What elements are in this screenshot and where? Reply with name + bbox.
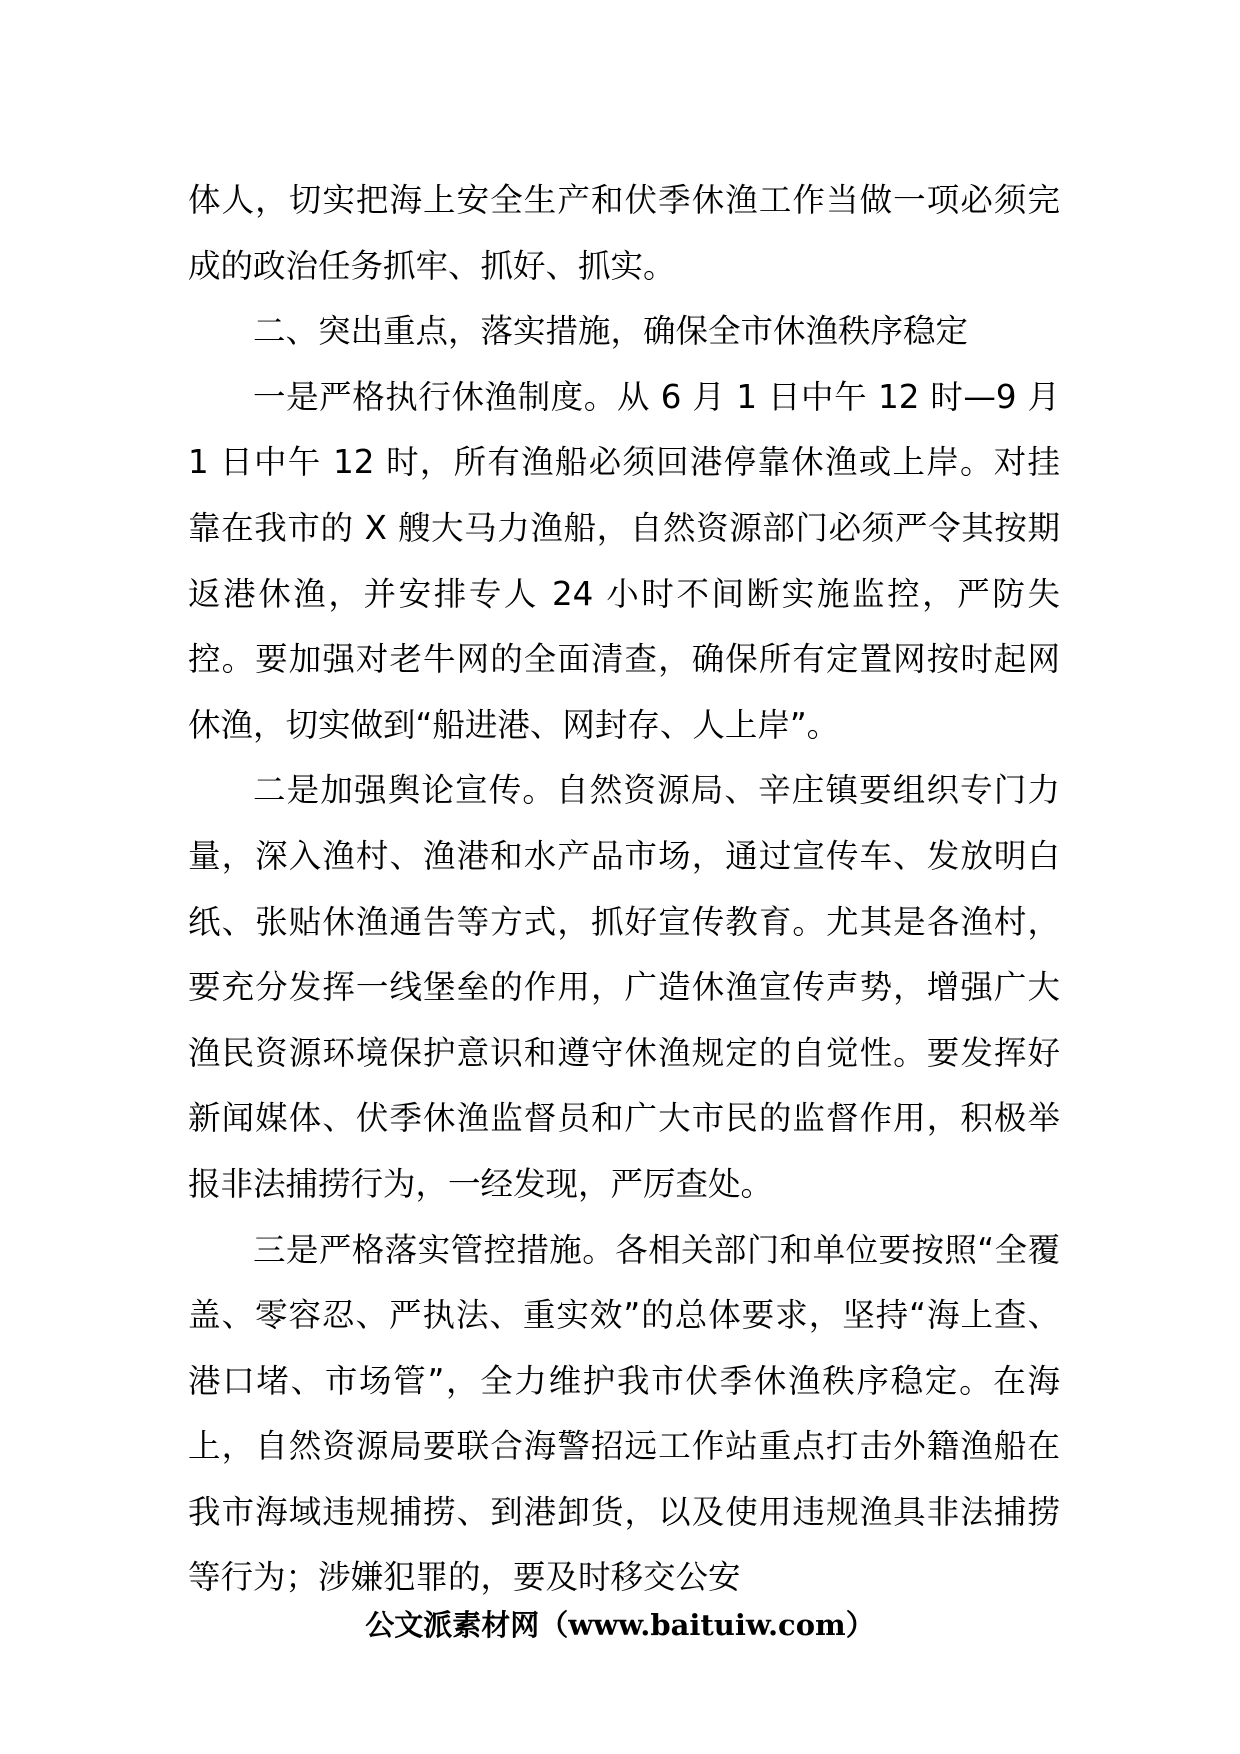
paragraph-4: 三是严格落实管控措施。各相关部门和单位要按照“全覆盖、零容忍、严执法、重实效”的总体要求，坚持“海上查、港口堵、市场管”，全力维护我市伏季休渔秩序稳定。在海上，自然资源局要联合海警招远工作站重点打击外籍渔船在我市海域违规捕捞、到港卸货，以及使用违规渔具非法捕捞等行为；涉嫌犯罪的，要及时移交公安	[188, 1230, 1060, 1597]
paragraph-3: 二是加强舆论宣传。自然资源局、辛庄镇要组织专门力量，深入渔村、渔港和水产品市场，通过宣传车、发放明白纸、张贴休渔通告等方式，抓好宣传教育。尤其是各渔村，要充分发挥一线堡垒的作用，广造休渔宣传声势，增强广大渔民资源环境保护意识和遵守休渔规定的自觉性。要发挥好新闻媒体、伏季休渔监督员和广大市民的监督作用，积极举报非法捕捞行为，一经发现，严厉查处。	[188, 771, 1060, 1203]
document-body	[188, 168, 1060, 1611]
paragraph-1: 体人，切实把海上安全生产和伏季休渔工作当做一项必须完成的政治任务抓牢、抓好、抓实。	[188, 181, 1060, 285]
paragraph-2: 一是严格执行休渔制度。从 6 月 1 日中午 12 时—9 月 1 日中午 12 时，所有渔船必须回港停靠休渔或上岸。对挂靠在我市的 X 艘大马力渔船，自然资源部门必须严令其按期返港休渔，并安排专人 24 小时不间断实施监控，严防失控。要加强对老牛网的全面清查，确保所有定置网按时起网休渔，切实做到“船进港、网封存、人上岸”。	[188, 377, 1060, 744]
section-heading: 二、突出重点，落实措施，确保全市休渔秩序稳定	[253, 312, 969, 351]
watermark-footer: 公文派素材网（www.baituiw.com）	[365, 1608, 875, 1642]
